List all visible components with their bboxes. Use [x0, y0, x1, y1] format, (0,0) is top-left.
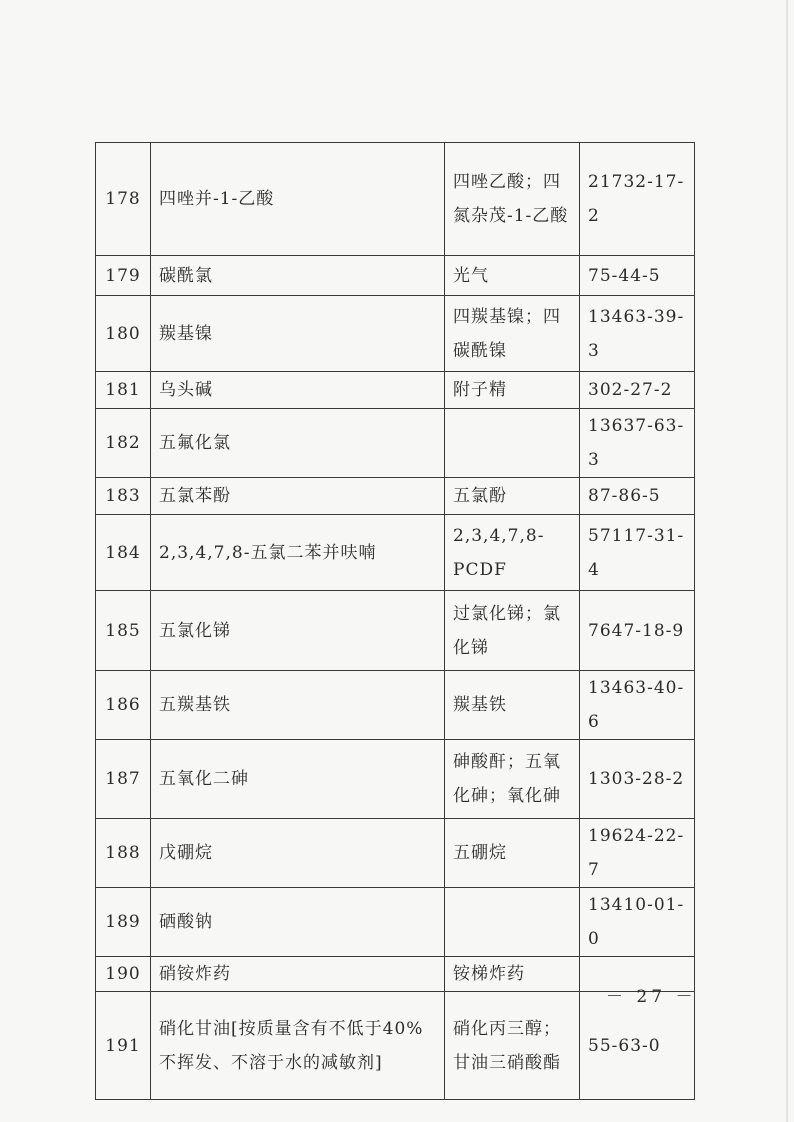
chemical-alias: 五硼烷	[445, 819, 580, 888]
chemical-name: 硝铵炸药	[151, 957, 445, 992]
chemical-alias: 四唑乙酸；四氮杂茂-1-乙酸	[445, 143, 580, 256]
cas-number: 55-63-0	[580, 992, 695, 1100]
table-row	[96, 671, 695, 740]
cas-number: 7647-18-9	[580, 591, 695, 671]
row-number: 180	[96, 296, 151, 372]
chemical-alias: 五氯酚	[445, 478, 580, 515]
cas-number: 302-27-2	[580, 372, 695, 409]
page-number: － 27 －	[606, 987, 697, 1007]
chemical-alias: 光气	[445, 256, 580, 296]
cas-number: 21732-17-2	[580, 143, 695, 256]
cas-number: 19624-22-7	[580, 819, 695, 888]
cas-number: 13463-40-6	[580, 671, 695, 740]
row-number: 183	[96, 478, 151, 515]
table-row	[96, 409, 695, 478]
table-row	[96, 143, 695, 256]
table-row	[96, 591, 695, 671]
chemical-alias: 四羰基镍；四碳酰镍	[445, 296, 580, 372]
row-number: 181	[96, 372, 151, 409]
table-row	[96, 515, 695, 591]
row-number: 187	[96, 740, 151, 819]
row-number: 186	[96, 671, 151, 740]
chemical-name: 戊硼烷	[151, 819, 445, 888]
table-row	[96, 256, 695, 296]
row-number: 179	[96, 256, 151, 296]
row-number: 191	[96, 992, 151, 1100]
row-number: 184	[96, 515, 151, 591]
chemical-name: 四唑并-1-乙酸	[151, 143, 445, 256]
chemical-alias: 铵梯炸药	[445, 957, 580, 992]
chemical-name: 碳酰氯	[151, 256, 445, 296]
chemical-alias: 过氯化锑；氯化锑	[445, 591, 580, 671]
table-row	[96, 478, 695, 515]
row-number: 189	[96, 888, 151, 957]
chemical-name: 乌头碱	[151, 372, 445, 409]
cas-number: 13637-63-3	[580, 409, 695, 478]
chemical-name: 五羰基铁	[151, 671, 445, 740]
cas-number: 13410-01-0	[580, 888, 695, 957]
cas-number: 13463-39-3	[580, 296, 695, 372]
chemical-name: 羰基镍	[151, 296, 445, 372]
chemical-alias: 附子精	[445, 372, 580, 409]
chemical-alias	[445, 888, 580, 957]
row-number: 178	[96, 143, 151, 256]
row-number: 182	[96, 409, 151, 478]
row-number: 188	[96, 819, 151, 888]
row-number: 190	[96, 957, 151, 992]
chemical-alias: 硝化丙三醇；甘油三硝酸酯	[445, 992, 580, 1100]
chemical-name: 2,3,4,7,8-五氯二苯并呋喃	[151, 515, 445, 591]
cas-number: 75-44-5	[580, 256, 695, 296]
chemical-name: 五氯苯酚	[151, 478, 445, 515]
chemical-name: 硒酸钠	[151, 888, 445, 957]
chemical-alias	[445, 409, 580, 478]
table-row	[96, 819, 695, 888]
table-row	[96, 992, 695, 1100]
chemical-name: 硝化甘油[按质量含有不低于40%不挥发、不溶于水的减敏剂]	[151, 992, 445, 1100]
cas-number: 87-86-5	[580, 478, 695, 515]
cas-number: 57117-31-4	[580, 515, 695, 591]
chemical-alias: 羰基铁	[445, 671, 580, 740]
chemicals-table	[95, 142, 695, 1100]
row-number: 185	[96, 591, 151, 671]
page-edge	[786, 0, 788, 1122]
table-row	[96, 372, 695, 409]
chemical-name: 五氯化锑	[151, 591, 445, 671]
cas-number: 1303-28-2	[580, 740, 695, 819]
table-row	[96, 957, 695, 992]
chemical-alias: 砷酸酐；五氧化砷；氧化砷	[445, 740, 580, 819]
table-row	[96, 740, 695, 819]
table-row	[96, 296, 695, 372]
chemical-alias: 2,3,4,7,8-PCDF	[445, 515, 580, 591]
chemical-name: 五氧化二砷	[151, 740, 445, 819]
chemical-name: 五氟化氯	[151, 409, 445, 478]
table-row	[96, 888, 695, 957]
